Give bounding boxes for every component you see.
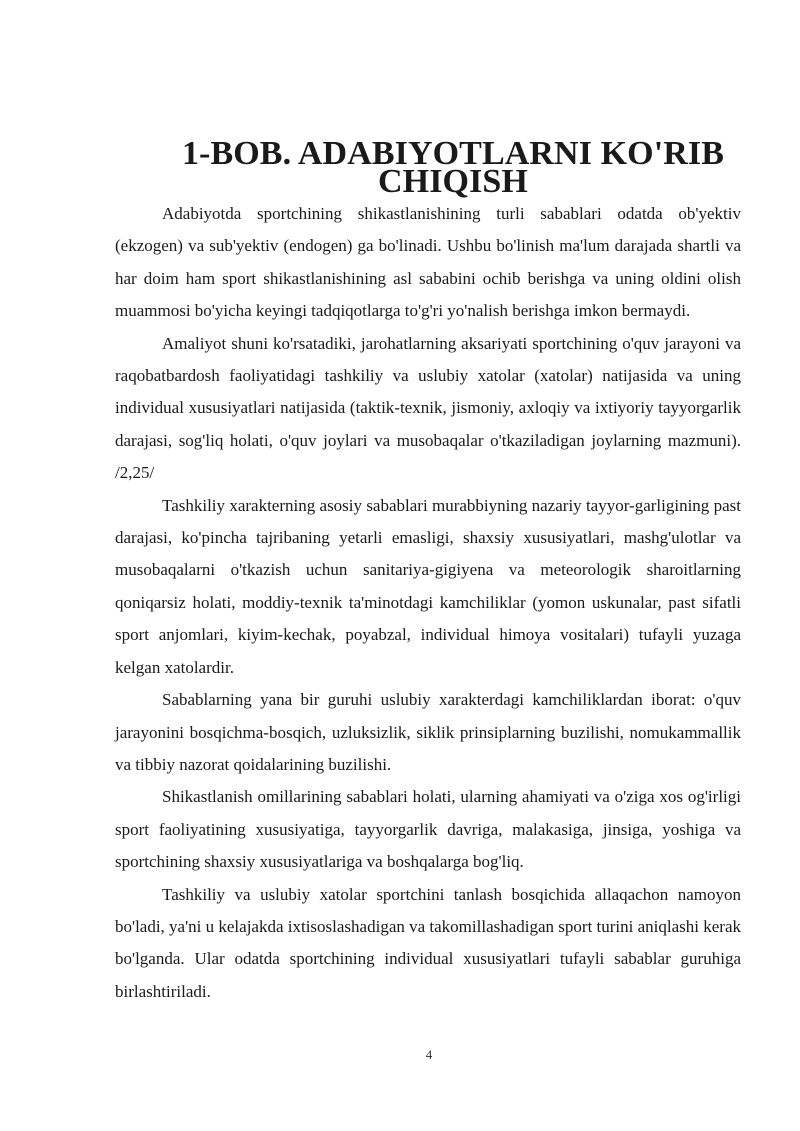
chapter-title: 1-BOB. ADABIYOTLARNI KO'RIB CHIQISH: [181, 135, 725, 200]
page-body: [115, 135, 742, 1008]
page-number: 4: [425, 1047, 433, 1062]
paragraph-3: Tashkiliy xarakterning asosiy sabablari murabbiyning nazariy tayyor-garligining past darajasi, ko'pincha tajribaning yetarli emasligi, shaxsiy xususiyatlari, mashg'ulotlar va musobaqalarni o'tkazish uchun sanitariya-gigiyena va meteorologik sharoitlarning qoniqarsiz holati, moddiy-texnik ta'minotdagi kamchiliklar (yomon uskunalar, past sifatli sport anjomlari, kiyim-kechak, poyabzal, individual himoya vositalari) tufayli yuzaga kelgan xatolardir.: [115, 495, 741, 677]
paragraph-5: Shikastlanish omillarining sabablari holati, ularning ahamiyati va o'ziga xos og'irligi sport faoliyatining xususiyatiga, tayyorgarlik davriga, malakasiga, jinsiga, yoshiga va sportchining shaxsiy xususiyatlariga va boshqalarga bog'liq.: [115, 787, 741, 872]
paragraph-2: Amaliyot shuni ko'rsatadiki, jarohatlarning aksariyati sportchining o'quv jarayoni va raqobatbardosh faoliyatidagi tashkiliy va uslubiy xatolar (xatolar) natijasida va uning individual xususiyatlari natijasida (taktik-texnik, jismoniy, axloqiy va ixtiyoriy tayyorgarlik darajasi, sog'liq holati, o'quv joylari va musobaqalar o'tkaziladigan joylarning mazmuni). /2,25/: [115, 333, 741, 483]
paragraph-1: Adabiyotda sportchining shikastlanishining turli sabablari odatda ob'yektiv (ekzogen) va sub'yektiv (endogen) ga bo'linadi. Ushbu bo'linish ma'lum darajada shartli va har doim ham sport shikastlanishining asl sababini ochib berishga va uning oldini olish muammosi bo'yicha keyingi tadqiqotlarga to'g'ri yo'nalish berishga imkon bermaydi.: [115, 204, 741, 321]
paragraph-6: Tashkiliy va uslubiy xatolar sportchini tanlash bosqichida allaqachon namoyon bo'ladi, ya'ni u kelajakda ixtisoslashadigan va takomillashadigan sport turini aniqlashi kerak bo'lganda. Ular odatda sportchining individual xususiyatlari tufayli sabablar guruhiga birlashtiriladi.: [115, 884, 742, 1001]
paragraph-4: Sabablarning yana bir guruhi uslubiy xarakterdagi kamchiliklardan iborat: o'quv jarayonini bosqichma-bosqich, uzluksizlik, siklik prinsiplarning buzilishi, nomukammallik va tibbiy nazorat qoidalarining buzilishi.: [115, 690, 741, 774]
